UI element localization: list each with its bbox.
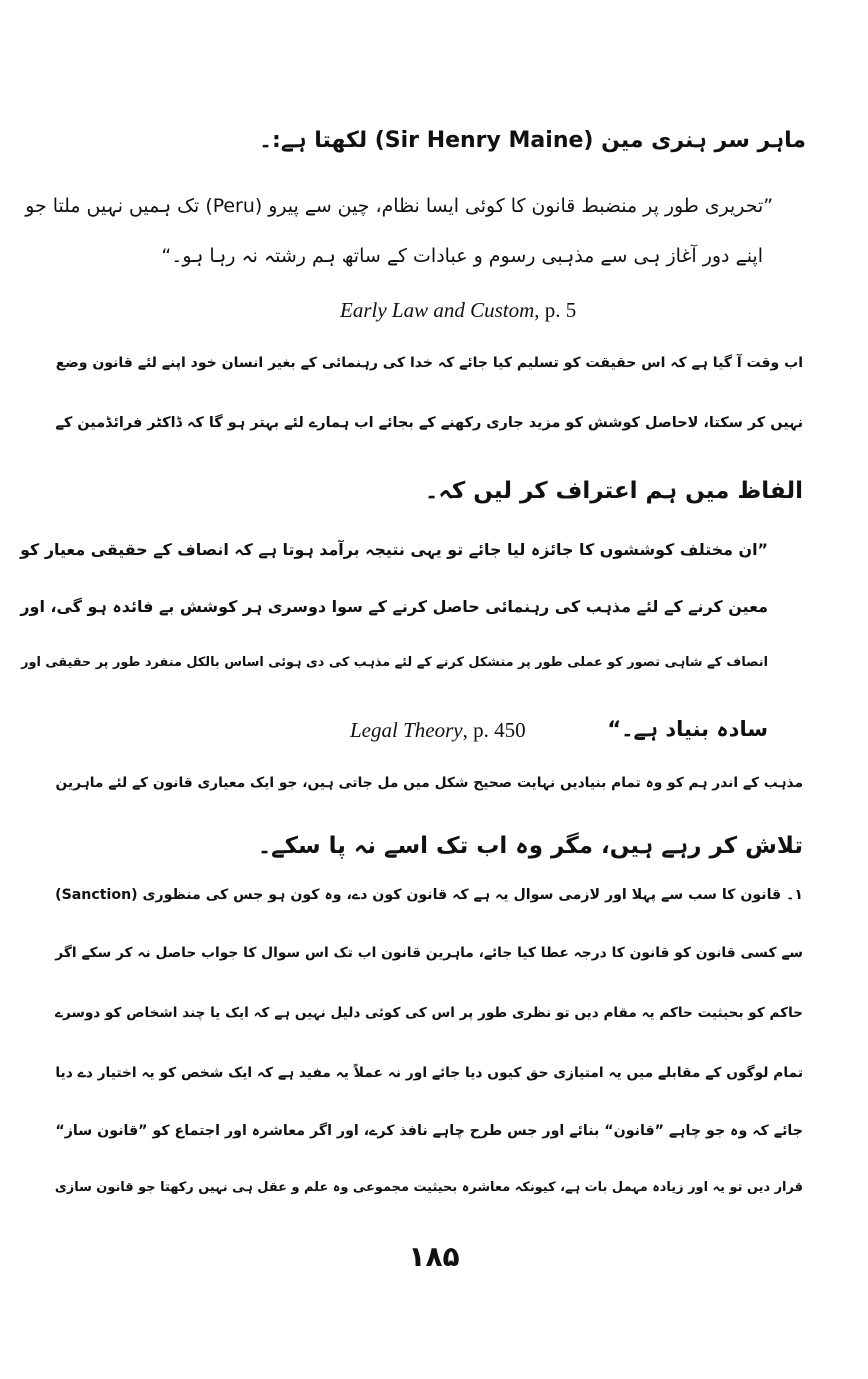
quote2-line-3: انصاف کے شاہی تصور کو عملی طور پر متشکل کرنے کے لئے مذہب کی دی ہوئی اساس بالکل منفرد طور پر حقیقی اور	[21, 655, 768, 670]
paragraph3-line-2: سے کسی قانون کو قانون کا درجہ عطا کیا جائے، ماہرین قانون اب تک اس سوال کا جواب حاصل نہ کر سکے اگر	[55, 945, 803, 961]
quote2-line-1: ”ان مختلف کوششوں کا جائزہ لیا جائے تو یہی نتیجہ برآمد ہوتا ہے کہ انصاف کے حقیقی معیار کو	[20, 540, 768, 559]
paragraph1-line-3: الفاظ میں ہم اعتراف کر لیں کہ۔	[424, 478, 803, 504]
paragraph2-line-1: مذہب کے اندر ہم کو وہ تمام بنیادیں نہایت صحیح شکل میں مل جاتی ہیں، جو ایک معیاری قانون کے لئے ماہرین	[55, 775, 803, 791]
quote2-line-4: سادہ بنیاد ہے۔“	[607, 717, 768, 741]
paragraph3-line-5: جائے کہ وہ جو چاہے ”قانون“ بنائے اور جس طرح چاہے نافذ کرے، اور اگر معاشرہ اور اجتماع کو ”قانون ساز“	[55, 1123, 803, 1139]
paragraph1-line-1: اب وقت آ گیا ہے کہ اس حقیقت کو تسلیم کیا جائے کہ خدا کی رہنمائی کے بغیر انسان خود اپنے لئے قانون وضع	[55, 355, 803, 371]
quote1-line-2: اپنے دور آغاز ہی سے مذہبی رسوم و عبادات کے ساتھ ہم رشتہ نہ رہا ہو۔“	[161, 245, 763, 267]
citation1-title: Early Law and Custom	[340, 298, 535, 322]
citation2-title: Legal Theory	[350, 718, 463, 742]
paragraph3-line-1: ۱۔ قانون کا سب سے پہلا اور لازمی سوال یہ ہے کہ قانون کون دے، وہ کون ہو جس کی منظوری (Sanction)	[55, 887, 803, 903]
intro-line: ماہر سر ہنری مین (Sir Henry Maine) لکھتا ہے:۔	[259, 128, 806, 153]
page-number: ۱۸۵	[408, 1240, 460, 1273]
quote1-line-1: ”تحریری طور پر منضبط قانون کا کوئی ایسا نظام، چین سے پیرو (Peru) تک ہمیں نہیں ملتا جو	[25, 195, 773, 217]
paragraph3-line-4: تمام لوگوں کے مقابلے میں یہ امتیازی حق کیوں دیا جائے اور نہ عملاً یہ مفید ہے کہ ایک شخص کو یہ اختیار دے دیا	[55, 1065, 803, 1081]
citation-early-law	[340, 298, 576, 323]
paragraph3-line-6: قرار دیں تو یہ اور زیادہ مہمل بات ہے، کیونکہ معاشرہ بحیثیت مجموعی وہ علم و عقل ہی نہیں رکھتا جو قانون سازی	[54, 1180, 803, 1195]
citation1-page: , p. 5	[534, 298, 577, 322]
quote2-line-2: معین کرنے کے لئے مذہب کی رہنمائی حاصل کرنے کے سوا دوسری ہر کوشش بے فائدہ ہو گی، اور	[20, 597, 768, 616]
citation-legal-theory	[350, 718, 526, 743]
paragraph3-line-3: حاکم کو بحیثیت حاکم یہ مقام دیں تو نظری طور پر اس کی کوئی دلیل نہیں ہے کہ ایک یا چند اشخاص کو دوسرے	[55, 1005, 803, 1021]
paragraph2-line-2: تلاش کر رہے ہیں، مگر وہ اب تک اسے نہ پا سکے۔	[257, 833, 803, 859]
paragraph1-line-2: نہیں کر سکتا، لاحاصل کوشش کو مزید جاری رکھنے کے بجائے اب ہمارے لئے بہتر ہو گا کہ ڈاکٹر فرائڈمین کے	[55, 415, 803, 431]
citation2-page: , p. 450	[462, 718, 526, 742]
